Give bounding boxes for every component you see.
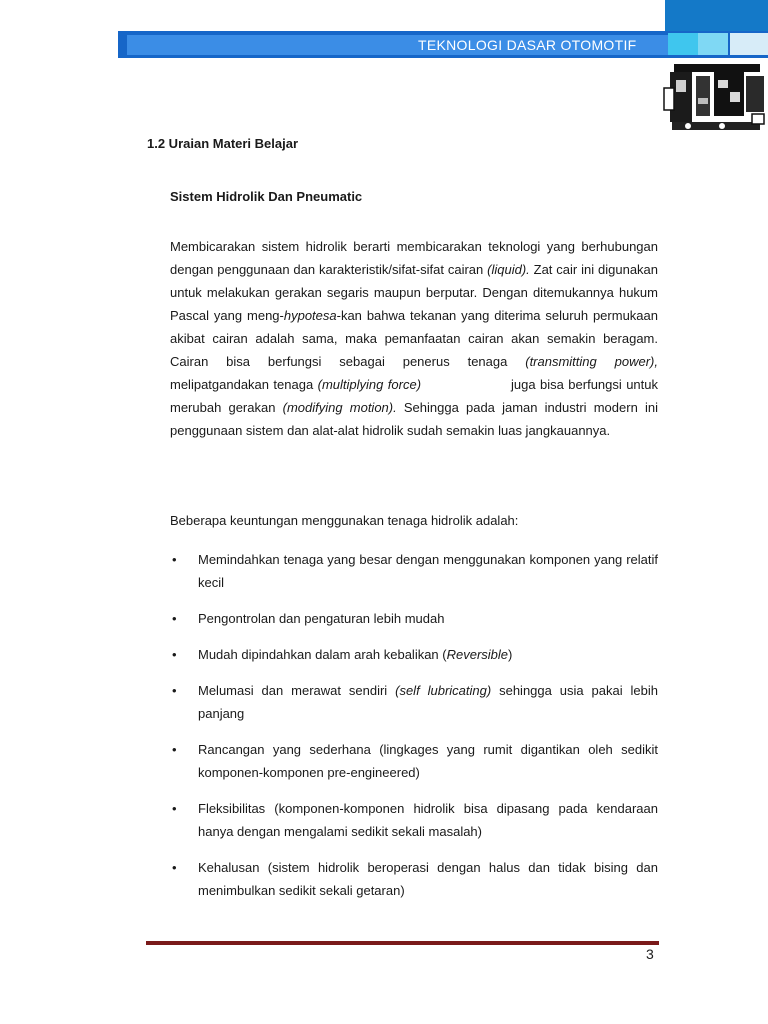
page-number: 3 [646, 946, 654, 962]
bullet-icon: • [172, 683, 177, 698]
list-item: • Fleksibilitas (komponen-komponen hidrolik bisa dipasang pada kendaraan hanya dengan mengalami sedikit sekali masalah) [170, 797, 658, 843]
header-title: TEKNOLOGI DASAR OTOMOTIF [418, 37, 637, 53]
list-item: • Memindahkan tenaga yang besar dengan menggunakan komponen yang relatif kecil [170, 548, 658, 594]
advantages-list [170, 548, 658, 902]
footer-rule [146, 941, 659, 945]
body-paragraph: Membicarakan sistem hidrolik berarti membicarakan teknologi yang berhubungan dengan penggunaan dan karakteristik/sifat-sifat cairan (liquid). Zat cair ini digunakan untuk melakukan gerakan segaris maupun berputar. Dengan ditemukannya hukum Pascal yang meng-hypotesa-kan bahwa tekanan yang diterima seluruh permukaan akibat cairan adalah sama, maka pemanfaatan cairan akan semakin beragam. Cairan bisa berfungsi sebagai penerus tenaga (transmitting power), melipatgandakan tenaga (multiplying force) juga bisa berfungsi untuk merubah gerakan (modifying motion). Sehingga pada jaman industri modern ini penggunaan sistem dan alat-alat hidrolik sudah semakin luas jangkauannya. [170, 239, 659, 438]
list-item: • Rancangan yang sederhana (lingkages yang rumit digantikan oleh sedikit komponen-komponen pre-engineered) [170, 738, 658, 784]
header-accent-square [698, 33, 728, 55]
bullet-icon: • [172, 552, 177, 567]
list-item: • Kehalusan (sistem hidrolik beroperasi dengan halus dan tidak bising dan menimbulkan sedikit sekali getaran) [170, 856, 658, 902]
list-item: • Pengontrolan dan pengaturan lebih mudah [170, 607, 658, 630]
bullet-icon: • [172, 860, 177, 875]
section-heading: 1.2 Uraian Materi Belajar [147, 136, 299, 151]
header-accent-square [668, 33, 698, 55]
list-item: • Melumasi dan merawat sendiri (self lubricating) sehingga usia pakai lebih panjang [170, 679, 658, 725]
bullet-icon: • [172, 611, 177, 626]
bullet-icon: • [172, 801, 177, 816]
header-accent-square [730, 33, 768, 55]
bullet-icon: • [172, 742, 177, 757]
subsection-heading: Sistem Hidrolik Dan Pneumatic [170, 189, 363, 204]
header-corner-block [665, 0, 768, 31]
bullet-icon: • [172, 647, 177, 662]
engine-cutaway-illustration [662, 58, 768, 136]
advantages-intro: Beberapa keuntungan menggunakan tenaga hidrolik adalah: [170, 513, 519, 528]
list-item: • Mudah dipindahkan dalam arah kebalikan (Reversible) [170, 643, 658, 666]
